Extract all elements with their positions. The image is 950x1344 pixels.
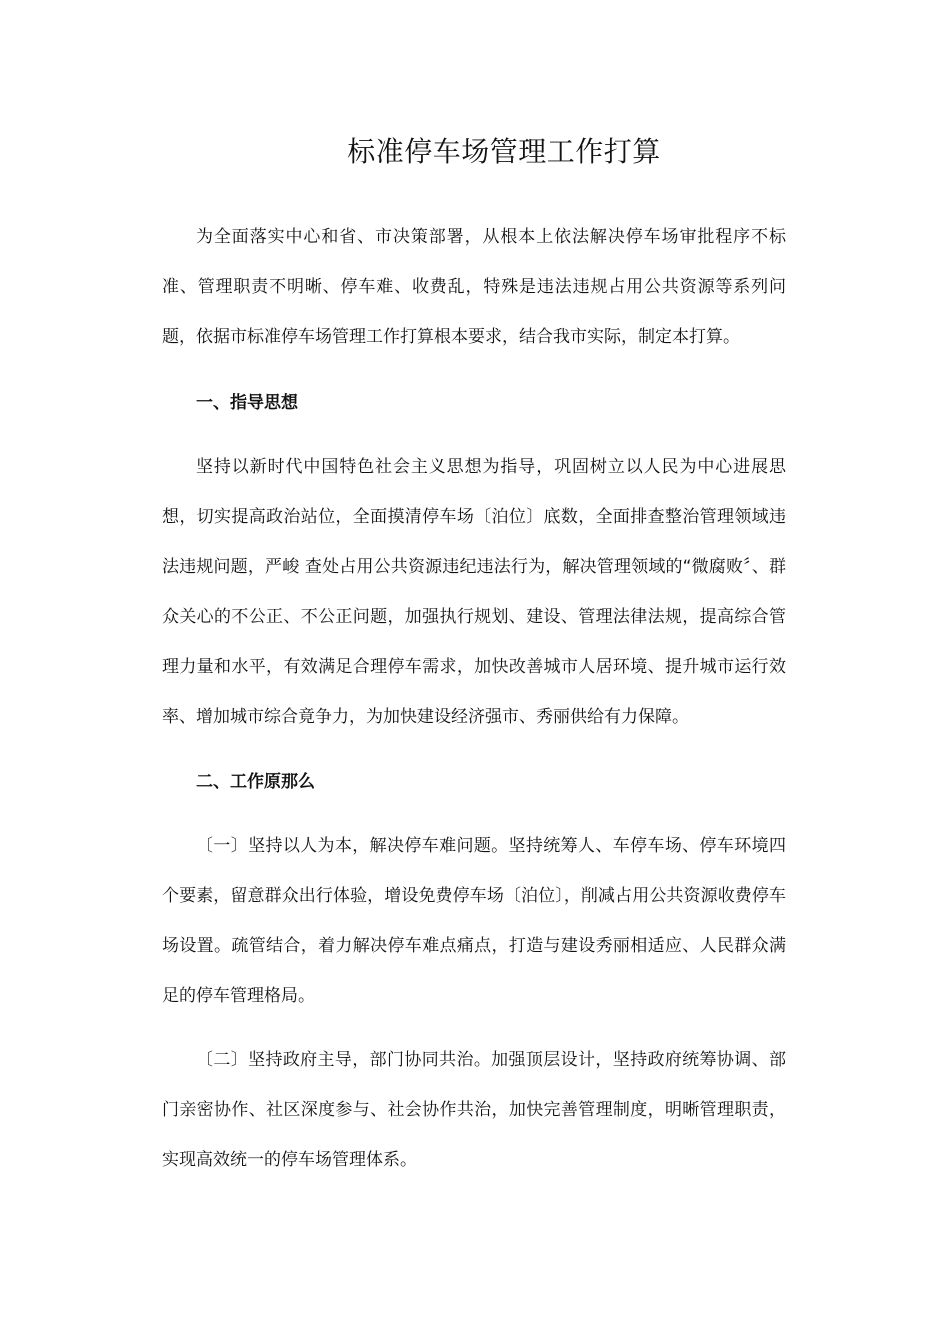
document-title: 标准停车场管理工作打算 <box>347 135 661 168</box>
section-paragraph-principle-two: 〔二〕坚持政府主导，部门协同共治。加强顶层设计，坚持政府统筹协调、部门亲密协作、社区深度参与、社会协作共治，加快完善管理制度，明晰管理职责，实现高效统一的停车场管理体系。 <box>162 1050 786 1170</box>
intro-paragraph: 为全面落实中心和省、市决策部署，从根本上依法解决停车场审批程序不标准、管理职责不明晰、停车难、收费乱，特殊是违法违规占用公共资源等系列问题，依据市标准停车场管理工作打算根本要求，结合我市实际，制定本打算。 <box>162 227 786 347</box>
section-paragraph-guiding-thought: 坚持以新时代中国特色社会主义思想为指导，巩固树立以人民为中心进展思想，切实提高政治站位，全面摸清停车场〔泊位〕底数，全面排查整治管理领域违法违规问题，严峻 查处占用公共资源违纪违法行为，解决管理领域的“微腐败〞、群众关心的不公正、不公正问题，加强执行规划、建设、管理法律法规，提高综合管理力量和水平，有效满足合理停车需求，加快改善城市人居环境、提升城市运行效率、增加城市综合竟争力，为加快建设经济强市、秀丽供给有力保障。 <box>162 457 786 727</box>
section-heading-work-principles: 二、工作原那么 <box>196 772 315 792</box>
section-paragraph-principle-one: 〔一〕坚持以人为本，解决停车难问题。坚持统筹人、车停车场、停车环境四个要素，留意群众出行体验，增设免费停车场〔泊位〕，削减占用公共资源收费停车场设置。疏管结合，着力解决停车难点痛点，打造与建设秀丽相适应、人民群众满足的停车管理格局。 <box>162 836 786 1006</box>
section-heading-guiding-thought: 一、指导思想 <box>196 393 298 413</box>
